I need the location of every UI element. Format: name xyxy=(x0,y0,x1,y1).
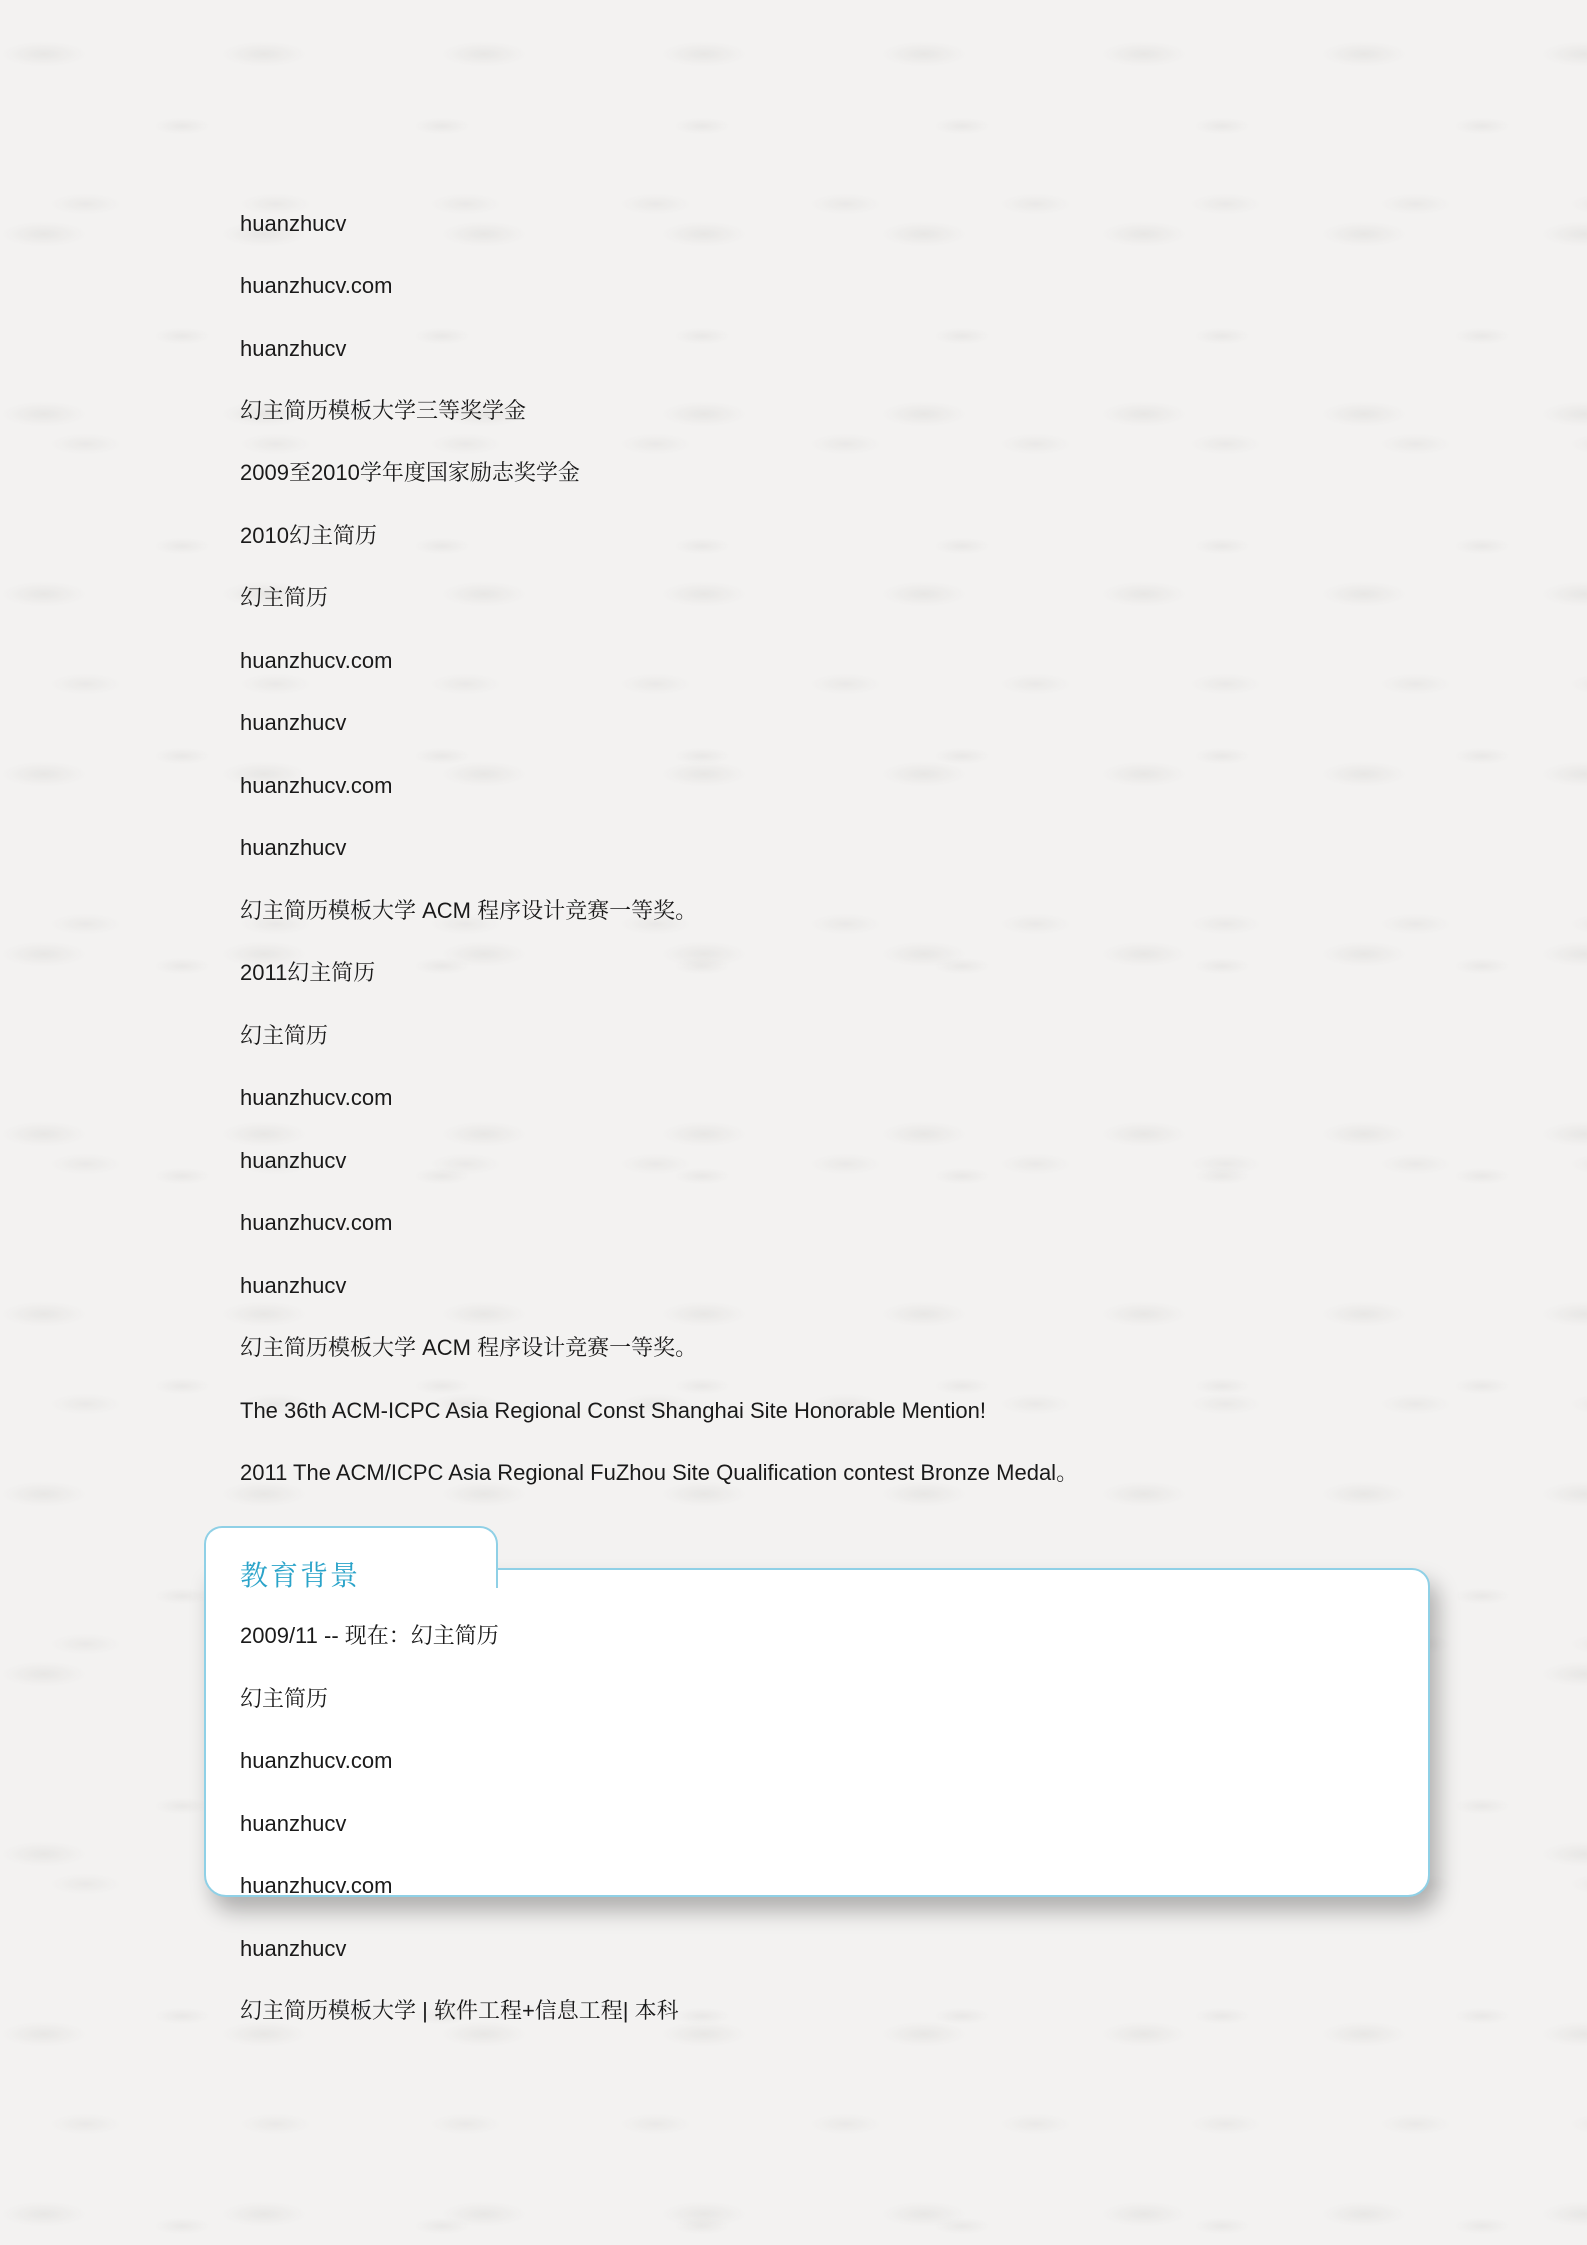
year-heading: 2011幻主简历 xyxy=(240,960,376,985)
text-line: huanzhucv xyxy=(240,1936,347,1961)
text-line: huanzhucv xyxy=(240,1148,347,1173)
text-line: huanzhucv.com xyxy=(240,1873,393,1898)
text-line: huanzhucv xyxy=(240,1811,347,1836)
text-line: huanzhucv.com xyxy=(240,1210,393,1235)
award-line: 幻主简历模板大学三等奖学金 xyxy=(240,398,527,423)
year-heading: 2010幻主简历 xyxy=(240,523,377,548)
text-line: 幻主简历 xyxy=(240,585,329,610)
text-line: huanzhucv.com xyxy=(240,1748,393,1773)
education-degree: 幻主简历模板大学 | 软件工程+信息工程| 本科 xyxy=(240,1998,679,2023)
text-line: huanzhucv xyxy=(240,835,347,860)
award-line: 幻主简历模板大学 ACM 程序设计竞赛一等奖。 xyxy=(240,1335,698,1360)
text-line: huanzhucv xyxy=(240,211,347,236)
text-line: huanzhucv xyxy=(240,710,347,735)
award-line: 2009至2010学年度国家励志奖学金 xyxy=(240,460,580,485)
text-line: 幻主简历 xyxy=(240,1023,329,1048)
text-line: huanzhucv.com xyxy=(240,1085,393,1110)
award-line: 2011 The ACM/ICPC Asia Regional FuZhou Site Qualification contest Bronze Medal。 xyxy=(240,1460,1079,1485)
section-title-education: 教育背景 xyxy=(240,1559,361,1592)
text-line: huanzhucv.com xyxy=(240,273,393,298)
text-line: huanzhucv xyxy=(240,336,347,361)
education-period: 2009/11 -- 现在：幻主简历 xyxy=(240,1623,499,1648)
education-card xyxy=(204,1568,1430,1897)
text-line: huanzhucv.com xyxy=(240,773,393,798)
text-line: huanzhucv.com xyxy=(240,648,393,673)
award-line: 幻主简历模板大学 ACM 程序设计竞赛一等奖。 xyxy=(240,898,698,923)
text-line: 幻主简历 xyxy=(240,1686,329,1711)
award-line: The 36th ACM-ICPC Asia Regional Const Shanghai Site Honorable Mention! xyxy=(240,1398,986,1423)
text-line: huanzhucv xyxy=(240,1273,347,1298)
